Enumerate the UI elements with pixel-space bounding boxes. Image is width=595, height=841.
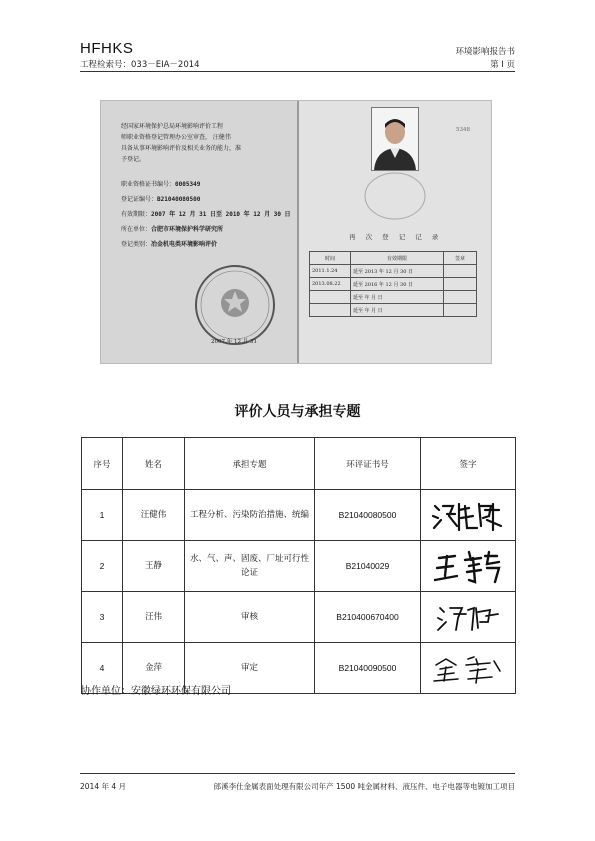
cert-field-label: 登记证编号： <box>121 196 158 203</box>
table-row <box>82 490 516 541</box>
table-row <box>82 592 516 643</box>
project-code: 工程检索号：033－EIA－2014 <box>80 60 200 70</box>
cert-field-label: 有效期限： <box>121 211 152 218</box>
row-no: 3 <box>82 592 123 643</box>
registration-cell <box>444 278 477 291</box>
registration-header-row <box>310 252 477 265</box>
row-no: 4 <box>82 643 123 694</box>
handwritten-signature <box>429 496 507 534</box>
row-cert: B21040080500 <box>315 490 421 541</box>
registration-cell: 2011.1.24 <box>310 265 351 278</box>
row-no: 1 <box>82 490 123 541</box>
registration-row <box>310 278 477 291</box>
registration-cell: 2013.08.22 <box>310 278 351 291</box>
handwritten-signature <box>432 600 504 634</box>
cert-field-value: 2007 年 12 月 31 日至 2010 年 12 月 30 日 <box>151 211 291 218</box>
registration-cell <box>444 304 477 317</box>
row-cert: B210400670400 <box>315 592 421 643</box>
cert-field-label: 职业资格证书编号： <box>121 181 176 188</box>
footer-divider <box>80 773 515 774</box>
table-row <box>82 541 516 592</box>
cert-field-label: 所在单位： <box>121 226 152 233</box>
registration-header: 签章 <box>444 252 477 265</box>
cooperation-unit: 协作单位：安徽绿环环保有限公司 <box>81 686 231 697</box>
stamp-number: 5348 <box>456 127 470 133</box>
header-cert: 环评证书号 <box>315 438 421 490</box>
document-type: 环境影响报告书 <box>455 47 515 57</box>
registration-cell <box>444 265 477 278</box>
seal-date: 2007 年 12 月 31 <box>211 339 257 345</box>
header-name: 姓名 <box>123 438 185 490</box>
row-topic: 水、气、声、固废、厂址可行性论证 <box>185 541 315 592</box>
row-name: 王静 <box>123 541 185 592</box>
cert-field-value: 0005349 <box>175 181 201 188</box>
cert-field-value: B21040080500 <box>157 196 201 203</box>
registration-row <box>310 265 477 278</box>
row-cert: B21040029 <box>315 541 421 592</box>
registration-title: 再 次 登 记 记 录 <box>349 233 443 241</box>
handwritten-signature <box>433 546 503 586</box>
row-cert: B21040090500 <box>315 643 421 694</box>
registration-cell: 延至 年 月 日 <box>351 291 444 304</box>
certificate-intro-line: 予登记。 <box>121 156 146 163</box>
registration-cell: 延至 年 月 日 <box>351 304 444 317</box>
registration-row <box>310 291 477 304</box>
certificate-intro <box>121 121 241 165</box>
header-brand: HFHKS <box>80 40 134 57</box>
registration-header: 时间 <box>310 252 351 265</box>
portrait-photo <box>371 107 419 171</box>
certificate-fields <box>121 177 291 252</box>
row-signature <box>421 541 516 592</box>
row-topic: 审定 <box>185 643 315 694</box>
certificate-intro-line: 经国家环境保护总局环境影响评价工程 <box>121 123 224 130</box>
registration-row <box>310 304 477 317</box>
row-topic: 审核 <box>185 592 315 643</box>
row-name: 金萍 <box>123 643 185 694</box>
footer-project: 郎溪李仕金属表面处理有限公司年产 1500 吨金属材料、液压件、电子电器等电镀加工项目 <box>213 782 515 791</box>
faint-stamp <box>363 171 427 221</box>
row-topic: 工程分析、污染防治措施、统编 <box>185 490 315 541</box>
registration-cell: 延至 2016 年 12 月 30 日 <box>351 278 444 291</box>
cert-field-value: 合肥市环境保护科学研究所 <box>151 226 224 233</box>
certificate-photo <box>100 100 492 364</box>
cert-field-label: 登记类别： <box>121 241 152 248</box>
registration-table <box>309 251 477 317</box>
row-signature <box>421 592 516 643</box>
staff-table <box>81 437 516 694</box>
header-topic: 承担专题 <box>185 438 315 490</box>
page-number: 第 Ⅰ 页 <box>490 60 515 70</box>
registration-cell <box>444 291 477 304</box>
row-signature <box>421 643 516 694</box>
footer-date: 2014 年 4 月 <box>80 782 127 791</box>
registration-header: 有效期限 <box>351 252 444 265</box>
cert-field-value: 冶金机电类环境影响评价 <box>151 241 218 248</box>
section-title: 评价人员与承担专题 <box>234 404 361 420</box>
certificate-intro-line: 具备从事环境影响评价及相关业务的能力，准 <box>121 145 242 152</box>
certificate-intro-line: 师职业资格登记管理办公室审查， 汪健伟 <box>121 134 231 141</box>
row-name: 汪健伟 <box>123 490 185 541</box>
registration-cell <box>310 304 351 317</box>
handwritten-signature <box>430 651 506 685</box>
registration-cell: 延至 2013 年 12 月 30 日 <box>351 265 444 278</box>
header-no: 序号 <box>82 438 123 490</box>
row-no: 2 <box>82 541 123 592</box>
row-name: 汪伟 <box>123 592 185 643</box>
row-signature <box>421 490 516 541</box>
header-divider <box>80 71 515 72</box>
registration-cell <box>310 291 351 304</box>
header-signature: 签字 <box>421 438 516 490</box>
official-seal <box>193 263 277 347</box>
table-header-row <box>82 438 516 490</box>
